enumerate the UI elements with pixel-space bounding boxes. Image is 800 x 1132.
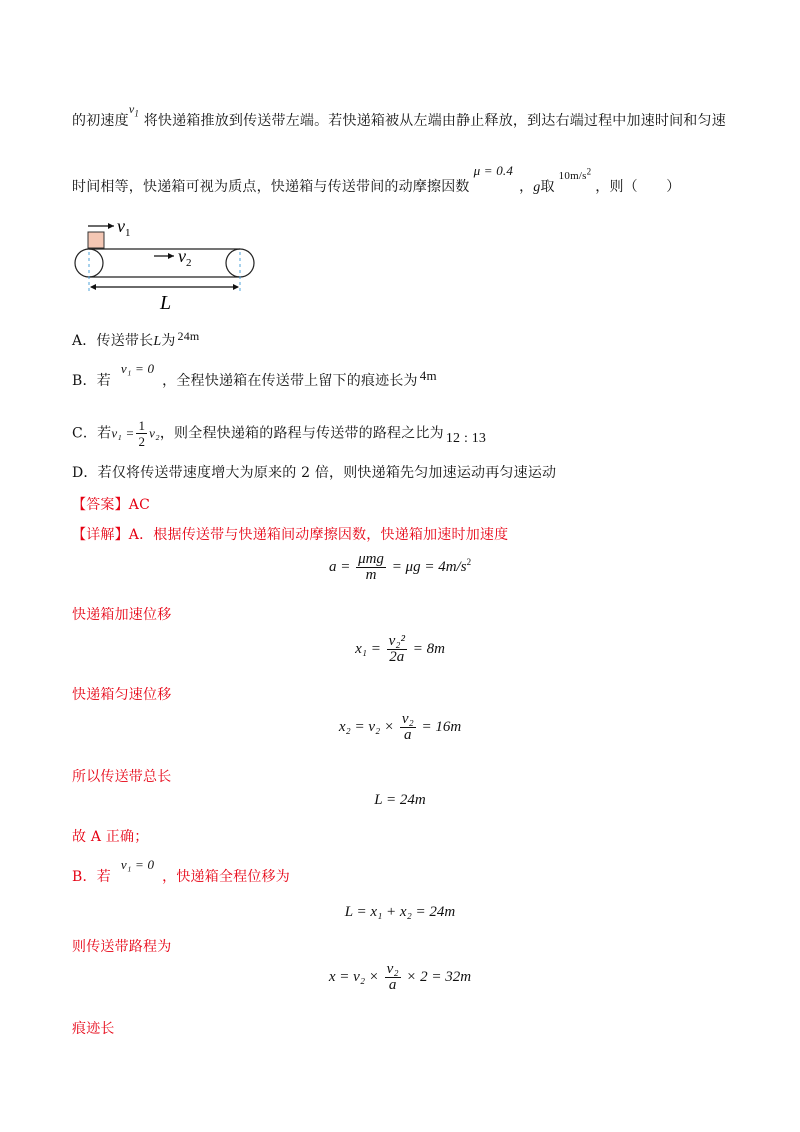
option-d: D．若仅将传送带速度增大为原来的 2 倍，则快递箱先匀加速运动再匀速运动 — [72, 465, 557, 481]
eq2-denominator: 2a — [389, 649, 405, 665]
conveyor-belt-figure — [70, 212, 270, 317]
detail-intro: 【详解】A．根据传送带与快递箱间动摩擦因数，快递箱加速时加速度 — [72, 527, 509, 543]
eq2-lhs: x₁ = — [355, 640, 381, 657]
eq3-fraction — [400, 712, 416, 743]
v1-subscript: 1 — [134, 108, 140, 119]
v1-arrow-head — [108, 223, 114, 229]
uniform-displacement-label: 快递箱匀速位移 — [72, 687, 172, 703]
option-c-numerator: 1 — [138, 418, 146, 433]
v1-symbol — [128, 102, 140, 119]
eq1-fraction — [356, 552, 386, 583]
g-value — [558, 166, 592, 182]
accel-displacement-label: 快递箱加速位移 — [72, 607, 172, 623]
total-length-label: 所以传送带总长 — [72, 769, 172, 785]
text-segment: 的初速度 — [72, 113, 129, 129]
option-a-prefix: A．传送带长 — [72, 333, 154, 349]
option-c-prefix: C．若 — [72, 425, 112, 442]
dimension-arrow-right — [233, 284, 239, 290]
option-c — [72, 418, 486, 449]
equation-1 — [0, 552, 800, 583]
trace-length-label: 痕迹长 — [72, 1021, 115, 1037]
question-line-2: 时间相等，快递箱可视为质点，快递箱与传送带间的动摩擦因数μ = 0.4，g取$^{10m/s^2}$，则（ ） — [72, 163, 681, 195]
equation-6 — [0, 962, 800, 993]
v1-letter: v — [128, 102, 135, 116]
option-b-condition: v₁ = 0 — [120, 361, 155, 376]
eq3-lhs: x₂ = v₂ × — [338, 718, 395, 735]
equation-5: L = x₁ + x₂ = 24m — [344, 904, 456, 920]
take-text: 取 — [540, 179, 555, 195]
eq1-lhs: a = — [328, 558, 351, 575]
option-a — [72, 330, 199, 350]
option-b-value: 4m — [419, 368, 437, 383]
eq3-rhs: = 16m — [421, 718, 462, 735]
eq2-rhs: = 8m — [412, 640, 445, 657]
eq1-rhs: = μg = 4m/s — [391, 558, 467, 575]
eq1-exponent: 2 — [466, 556, 472, 567]
option-c-fraction — [136, 418, 147, 449]
g-symbol: g — [533, 180, 541, 195]
option-b-prefix: B．若 — [72, 373, 111, 389]
eq6-numerator: v₂ — [386, 961, 399, 977]
g-value-text: 10m/s — [558, 170, 587, 182]
question-line-1 — [72, 102, 726, 130]
eq6-denominator: a — [388, 977, 397, 993]
equation-4: L = 24m — [374, 792, 426, 808]
detail-b-line — [72, 857, 290, 886]
eq3-denominator: a — [404, 727, 412, 743]
eq6-lhs: x = v₂ × — [328, 968, 379, 985]
a-correct-text: 故 A 正确； — [72, 829, 149, 845]
equation-3 — [0, 712, 800, 743]
option-c-denominator: 2 — [138, 434, 146, 449]
option-c-value: 12 : 13 — [445, 430, 487, 446]
equation-2 — [0, 634, 800, 665]
answer-label: 【答案】AC — [72, 497, 151, 513]
belt-path-label: 则传送带路程为 — [72, 939, 172, 955]
express-box — [88, 232, 104, 248]
fig-L-label: L — [160, 292, 172, 314]
mu-value: μ = 0.4 — [473, 163, 514, 178]
eq3-numerator: v₂ — [401, 711, 414, 727]
dimension-arrow-left — [90, 284, 96, 290]
option-b — [72, 361, 437, 390]
eq2-numerator: v₂² — [388, 633, 405, 649]
option-a-L: L — [153, 334, 162, 349]
option-a-value: 24m — [177, 329, 200, 343]
option-c-v1: v₁ = — [111, 425, 135, 441]
eq6-rhs: × 2 = 32m — [406, 968, 472, 985]
eq1-denominator: m — [365, 567, 377, 583]
eq1-numerator: μmg — [358, 551, 384, 567]
text-segment: 将快递箱推放到传送带左端。若快递箱被从左端由静止释放，到达右端过程中加速时间和匀速 — [143, 113, 726, 129]
text-segment: ，则（ ） — [595, 179, 681, 195]
option-c-text: ，则全程快递箱的路程与传送带的路程之比为 — [159, 425, 444, 442]
detail-b-condition: v₁ = 0 — [120, 857, 155, 872]
detail-b-prefix: B．若 — [72, 869, 111, 885]
option-b-text: ，全程快递箱在传送带上留下的痕迹长为 — [162, 373, 418, 389]
eq2-fraction — [387, 634, 407, 665]
fig-v1-label: $v_1$ — [117, 216, 131, 239]
eq6-fraction — [385, 962, 401, 993]
option-c-v2: v₂ — [149, 425, 160, 441]
detail-b-text: ，快递箱全程位移为 — [162, 869, 290, 885]
v2-arrow-head — [168, 253, 174, 259]
fig-v2-label: $v_2$ — [178, 246, 192, 269]
option-a-mid: 为 — [161, 333, 176, 349]
g-exponent: 2 — [586, 166, 592, 177]
text-segment: 时间相等，快递箱可视为质点，快递箱与传送带间的动摩擦因数 — [72, 179, 470, 195]
